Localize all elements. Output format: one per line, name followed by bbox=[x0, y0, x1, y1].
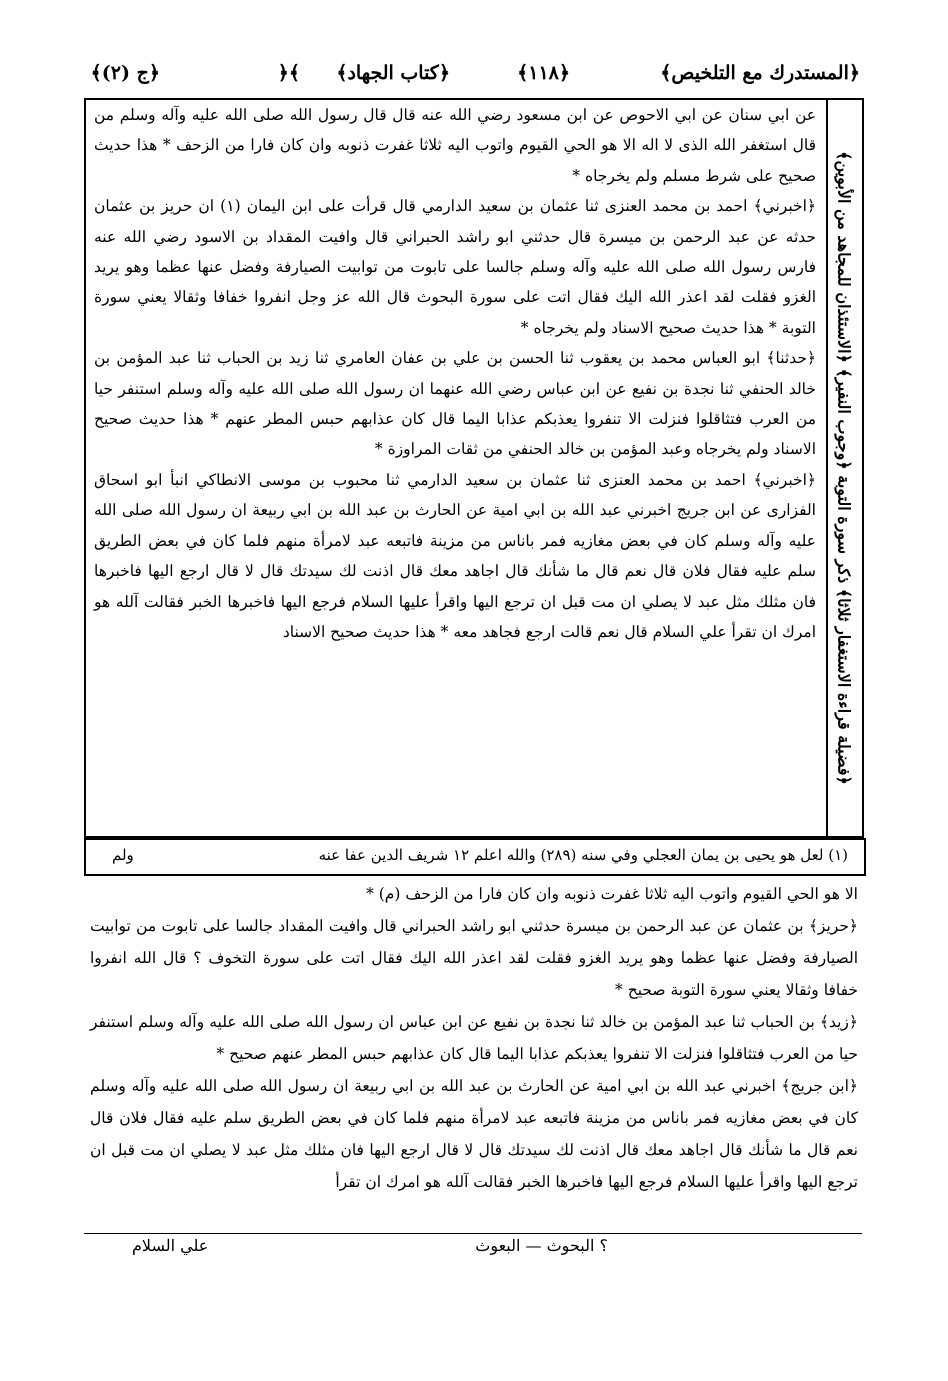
chapter-title: ﴿كتاب الجهاد﴾ bbox=[336, 62, 450, 84]
side-margin-column bbox=[826, 98, 864, 838]
correction-note: ؟ البحوث — البعوث bbox=[475, 1236, 608, 1255]
talkhis-paragraph: ﴿زيد﴾ بن الحباب ثنا عبد المؤمن بن خالد ثنا نجدة بن نفيع عن ابن عباس ان رسول الله صلى الله عليه وآله وسلم استنفر حيا من العرب فتثاقلوا فنزلت الا تنفروا يعذبكم عذابا اليما قال كان عذابهم حبس المطر عنهم صحيح * bbox=[90, 1013, 858, 1063]
talkhis-text bbox=[90, 878, 858, 1198]
page-number: ﴿۱۱۸﴾ bbox=[517, 62, 570, 84]
header-ornament: ﴾﴿ bbox=[277, 62, 300, 84]
talkhis-paragraph: الا هو الحي القيوم واتوب اليه ثلاثا غفرت ذنوبه وان كان فارا من الزحف (م) * bbox=[366, 885, 858, 903]
footnote-box bbox=[84, 838, 866, 876]
volume-label: ﴿ج (۲)﴾ bbox=[90, 62, 160, 84]
talkhis-paragraph: ﴿ابن جريج﴾ اخبرني عبد الله بن ابي امية عن الحارث بن عبد الله بن ابي ربيعة ان رسول الله صلى الله عليه وآله وسلم كان في بعض مغازيه فمر باناس من مزينة فاتبعه عبد لامرأة منهم فلما كان في بعض الطريق سلم عليه فقال فلان قال نعم قال ما شأنك قال اجاهد معك قال اذنت لك سيدتك قال لا قال ارجع اليها فان مثلك مثل عبد لا يصلي ان مت قبل ان ترجع اليها واقرأ عليها السلام فرجع اليها فاخبرها الخبر فقالت آلله هو امرك ان تقرأ bbox=[90, 1077, 858, 1191]
talkhis-paragraph: ﴿حريز﴾ بن عثمان عن عبد الرحمن بن ميسرة حدثني ابو راشد الحبراني قال وافيت المقداد جالسا على تابوت من توابيت الصيارفة وفضل عنها عظما وهو يريد الغزو فقلت لقد اعذر الله اليك فقال اتت على سورة التخوف ؟ قال الله انفروا خفافا وثقالا يعني سورة التوبة صحيح * bbox=[90, 917, 858, 999]
hadith-paragraph: ﴿اخبرني﴾ احمد بن محمد العنزى ثنا عثمان بن سعيد الدارمي قال قرأت على ابن اليمان (۱) ان حريز بن عثمان حدثه عن عبد الرحمن بن ميسرة قال حدثني ابو راشد الحبراني قال وافيت المقداد بن الاسود رضي الله عنه فارس رسول الله صلى الله عليه وآله وسلم جالسا على تابوت من توابيت الصيارفة وفضل عنها عظما وهو يريد الغزو فقلت لقد اعذر الله اليك فقال اتت على سورة البحوث قال الله عز وجل انفروا خفافا وثقالا يعني سورة التوبة * هذا حديث صحيح الاسناد ولم يخرجاه * bbox=[94, 197, 816, 337]
bottom-divider bbox=[84, 1233, 862, 1234]
hadith-paragraph: ﴿حدثنا﴾ ابو العباس محمد بن يعقوب ثنا الحسن بن علي بن عفان العامري ثنا زيد بن الحباب ثنا عبد المؤمن بن خالد الحنفي ثنا نجدة بن نفيع عن ابن عباس رضي الله عنهما ان رسول الله صلى الله عليه وآله وسلم استنفر حيا من العرب فتثاقلوا فنزلت الا تنفروا يعذبكم عذابا اليما قال كان عذابهم حبس المطر عنهم * هذا حديث صحيح الاسناد ولم يخرجاه وعبد المؤمن بن خالد الحنفي من ثقات المراوزة * bbox=[94, 349, 816, 459]
footnote-text: (۱) لعل هو يحيى بن يمان العجلي وفي سنه (۲۸۹) والله اعلم ۱۲ شريف الدين عفا عنه bbox=[318, 846, 848, 864]
main-text bbox=[94, 100, 816, 647]
hadith-paragraph: ﴿اخبرني﴾ احمد بن محمد العنزى ثنا عثمان بن سعيد الدارمي ثنا محبوب بن موسى الانطاكي انبأ ابو اسحاق الفزارى عن ابن جريج اخبرني عبد الله بن ابي امية عن الحارث بن عبد الله بن ابي ربيعة ان رسول الله صلى الله عليه وآله وسلم كان في بعض مغازيه فمر باناس من مزينة فاتبعه عبد لامرأة منهم فلما كان في بعض الطريق سلم عليه فقال فلان قال نعم قال ما شأنك قال اجاهد معك قال اذنت لك سيدتك قال لا قال ارجع اليها فاخبرها فان مثلك مثل عبد لا يصلي ان مت قبل ان ترجع اليها واقرأ عليها السلام فرجع اليها فاخبرها الخبر فقالت آلله هو امرك ان تقرأ علي السلام قال نعم قالت ارجع فجاهد معه * هذا حديث صحيح الاسناد bbox=[94, 470, 816, 641]
side-margin-note: ﴿فضيلة قراءة الاستغفار ثلاثا﴾ ذكر سورة التوبة ﴿وجوب النفير﴾ ﴿الاستئذان للمجاهد من الأبوين﴾ bbox=[834, 151, 854, 785]
book-title: ﴿المستدرك مع التلخيص﴾ bbox=[660, 62, 860, 84]
hadith-paragraph: عن ابي سنان عن ابي الاحوص عن ابن مسعود رضي الله عنه قال قال رسول الله صلى الله عليه وآله وسلم من قال استغفر الله الذى لا اله الا هو الحي القيوم واتوب اليه ثلاثا غفرت ذنوبه وان كان فارا من الزحف * هذا حديث صحيح على شرط مسلم ولم يخرجاه * bbox=[94, 106, 816, 185]
page-header bbox=[80, 58, 870, 96]
catchword: علي السلام bbox=[132, 1236, 209, 1255]
footnote-tail: ولم bbox=[112, 846, 134, 864]
